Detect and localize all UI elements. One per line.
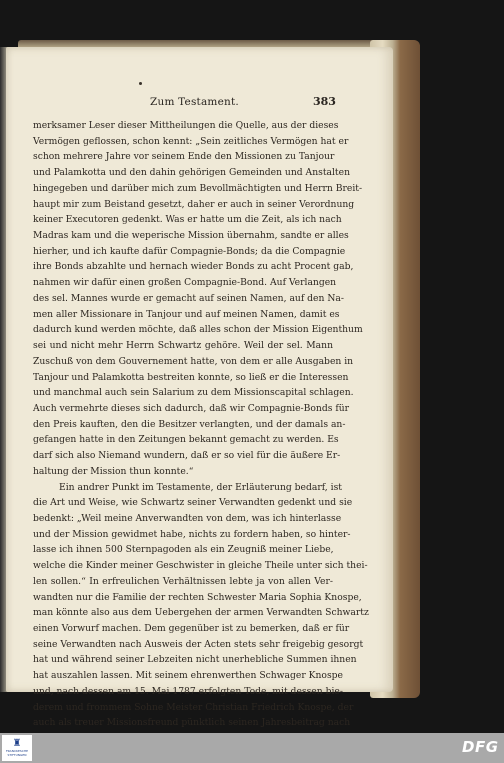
text-line: haltung der Mission thun konnte.“ — [33, 465, 194, 477]
text-line: seine Verwandten nach Ausweis der Acten stets sehr freigebig gesorgt — [33, 638, 364, 650]
text-line: Tanjour und Palamkotta bestreiten konnte, so ließ er die Interessen — [33, 371, 349, 383]
body-text — [33, 118, 369, 747]
text-line: wandten nur die Familie der rechten Schwester Maria Sophia Knospe, — [33, 591, 362, 603]
text-line: men aller Missionare in Tanjour und auf meinen Namen, damit es — [33, 308, 340, 320]
text-line: Madras kam und die weperische Mission übernahm, sandte er alles — [33, 230, 349, 242]
text-line: ihre Bonds abzahlte und hernach wieder Bonds zu acht Procent gab, — [33, 261, 354, 273]
text-line: len sollen.“ In erfreulichen Verhältnissen lebte ja von allen Ver- — [33, 575, 333, 587]
text-line: hat und während seiner Lebzeiten nicht unerhebliche Summen ihnen — [33, 654, 357, 666]
text-line: und der Mission gewidmet habe, nichts zu fordern haben, so hinter- — [33, 528, 351, 540]
running-head: Zum Testament. — [150, 96, 239, 108]
library-emblem-icon: ♜ — [12, 738, 22, 749]
text-line: bedenkt: „Weil meine Anverwandten von dem, was ich hinterlasse — [33, 512, 342, 524]
text-line: dadurch kund werden möchte, daß alles schon der Mission Eigenthum — [33, 324, 363, 336]
text-line: man könnte also aus dem Uebergehen der armen Verwandten Schwartz — [33, 607, 369, 619]
text-line: welche die Kinder meiner Geschwister in gleiche Theile unter sich thei- — [33, 560, 368, 572]
text-line: den Preis kauften, den die Besitzer verlangten, und der damals an- — [33, 418, 346, 430]
text-line: darf sich also Niemand wundern, daß er so viel für die äußere Er- — [33, 450, 341, 462]
library-logo-text: FRANCKESCHE STIFTUNGEN — [5, 749, 29, 757]
text-line: nahmen wir dafür einen großen Compagnie-Bond. Auf Verlangen — [33, 277, 337, 289]
text-line: haupt mir zum Beistand gesetzt, daher er auch in seiner Verordnung — [33, 198, 355, 210]
text-line: schon mehrere Jahre vor seinem Ende den Missionen zu Tanjour — [33, 151, 335, 163]
text-line: sei und nicht mehr Herrn Schwartz gehöre. Weil der sel. Mann — [33, 340, 333, 352]
text-line: gefangen hatte in den Zeitungen bekannt gemacht zu werden. Es — [33, 434, 339, 446]
text-line: keiner Executoren gedenkt. Was er hatte um die Zeit, als ich nach — [33, 214, 342, 226]
text-line: und, nach dessen am 15. Mai 1787 erfolgten Tode, mit dessen bie- — [33, 685, 343, 697]
text-line: des sel. Mannes wurde er gemacht auf seinen Namen, auf den Na- — [33, 292, 344, 304]
text-line: hierher, und ich kaufte dafür Compagnie-Bonds; da die Compagnie — [33, 245, 346, 257]
text-line: Auch vermehrte dieses sich dadurch, daß wir Compagnie-Bonds für — [33, 402, 350, 414]
text-line: und manchmal auch sein Salarium zu dem Missionscapital schlagen. — [33, 387, 354, 399]
text-line: derem und frommem Sohne Meister Christian Friedrich Knospe, der — [33, 701, 354, 713]
text-line: lasse ich ihnen 500 Sternpagoden als ein Zeugniß meiner Liebe, — [33, 544, 334, 556]
ink-speck — [139, 82, 142, 85]
viewer-footer-bar — [0, 733, 504, 763]
text-line: einen Vorwurf machen. Dem gegenüber ist zu bemerken, daß er für — [33, 623, 350, 634]
text-line: die Art und Weise, wie Schwartz seiner Verwandten gedenkt und sie — [33, 497, 353, 509]
page-number: 383 — [313, 95, 336, 108]
library-logo[interactable] — [2, 735, 32, 761]
text-line: hingegeben und darüber mich zum Bevollmächtigten und Herrn Breit- — [33, 182, 363, 194]
text-line: merksamer Leser dieser Mittheilungen die Quelle, aus der dieses — [33, 120, 339, 131]
text-line: Vermögen geflossen, schon kennt: „Sein zeitliches Vermögen hat er — [33, 135, 349, 147]
text-line: hat auszahlen lassen. Mit seinem ehrenwerthen Schwager Knospe — [33, 670, 343, 682]
text-line: und Palamkotta und den dahin gehörigen Gemeinden und Anstalten — [33, 167, 350, 179]
text-line: Ein andrer Punkt im Testamente, der Erläuterung bedarf, ist — [59, 481, 342, 493]
text-line: auch als treuer Missionsfreund pünktlich seinen Jahresbeitrag nach — [33, 717, 351, 729]
text-line: Zuschuß von dem Gouvernement hatte, von dem er alle Ausgaben in — [33, 355, 354, 367]
dfg-logo[interactable]: DFG — [462, 738, 499, 756]
